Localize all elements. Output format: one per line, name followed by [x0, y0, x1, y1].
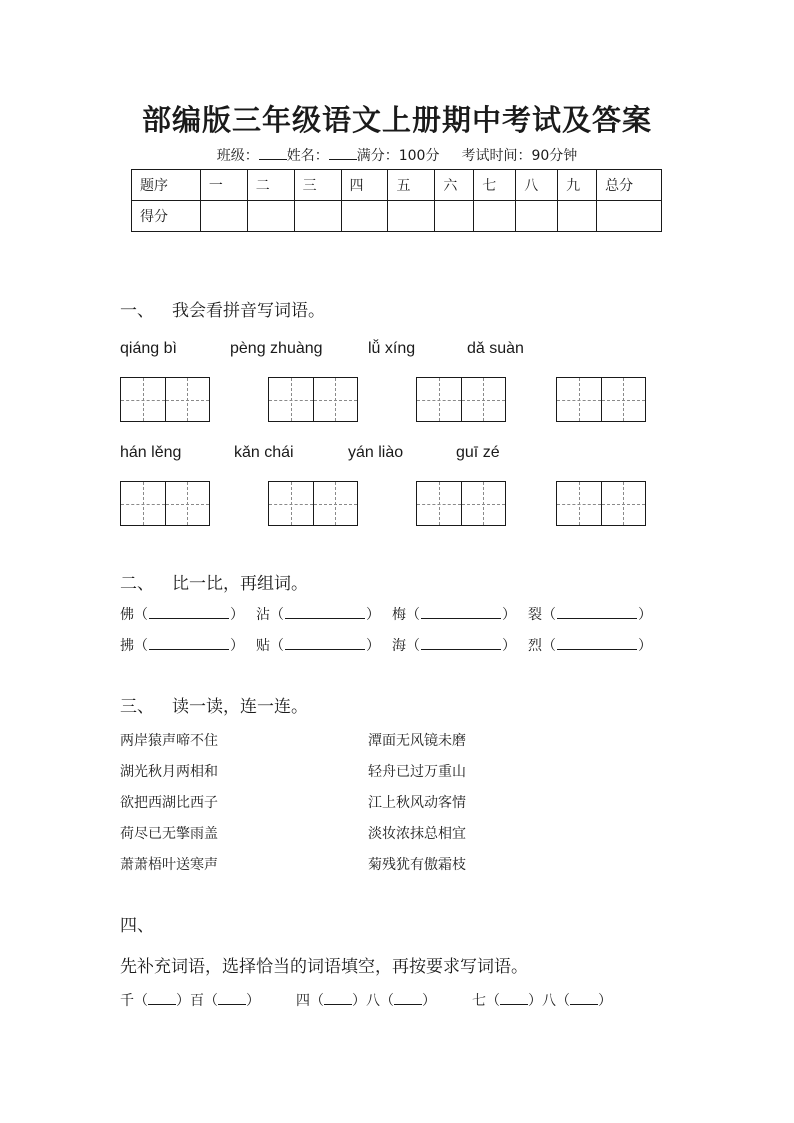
- pinyin-word: guī zé: [456, 444, 500, 461]
- poem-line-left[interactable]: 萧萧梧叶送寒声: [120, 857, 218, 873]
- score-header-row: [132, 170, 662, 201]
- writing-grid[interactable]: [416, 481, 506, 526]
- poem-line-right[interactable]: 轻舟已过万重山: [368, 764, 466, 780]
- score-cell[interactable]: [247, 201, 294, 232]
- score-cell[interactable]: [294, 201, 341, 232]
- pinyin-word: qiáng bì: [120, 340, 177, 357]
- answer-blank[interactable]: [421, 636, 501, 650]
- section-3-heading: [120, 692, 308, 717]
- section-title: 读一读，连一连。: [172, 697, 308, 717]
- pinyin-word: lǚ xíng: [368, 340, 416, 357]
- pinyin-word: kǎn chái: [234, 444, 294, 461]
- pinyin-word: hán lěng: [120, 444, 182, 461]
- page-title: 部编版三年级语文上册期中考试及答案: [141, 103, 652, 137]
- section-4-title: 先补充词语，选择恰当的词语填空，再按要求写词语。: [120, 957, 528, 977]
- compare-item: 梅（ ）: [392, 607, 516, 623]
- compare-item: 沾（ ）: [256, 607, 380, 623]
- answer-blank[interactable]: [285, 636, 365, 650]
- section-number: 二、: [120, 574, 154, 594]
- score-cell[interactable]: [341, 201, 388, 232]
- score-cell[interactable]: [516, 201, 558, 232]
- fill-phrase: 四（ ）八（ ）: [296, 993, 436, 1009]
- answer-blank[interactable]: [149, 636, 229, 650]
- score-cell[interactable]: [558, 201, 597, 232]
- poem-line-right[interactable]: 潭面无风镜未磨: [368, 733, 466, 749]
- compare-item: 裂（ ）: [528, 607, 652, 623]
- poem-line-left[interactable]: 荷尽已无擎雨盖: [120, 826, 218, 842]
- pinyin-word: yán liào: [348, 444, 404, 461]
- section-title: 我会看拼音写词语。: [172, 301, 325, 321]
- fill-phrase: 七（ ）八（ ）: [472, 993, 612, 1009]
- section-title: 比一比，再组词。: [172, 574, 308, 594]
- pinyin-word: pèng zhuàng: [230, 340, 323, 357]
- section-number: 一、: [120, 301, 154, 321]
- score-row-label: 得分: [132, 201, 201, 232]
- section-4-number: 四、: [120, 916, 154, 936]
- answer-blank[interactable]: [149, 605, 229, 619]
- section-2-heading: [120, 569, 308, 594]
- poem-line-left[interactable]: 两岸猿声啼不住: [120, 733, 218, 749]
- compare-item: 贴（ ）: [256, 638, 380, 654]
- writing-grid[interactable]: [556, 377, 646, 422]
- score-cell[interactable]: [388, 201, 435, 232]
- compare-item: 烈（ ）: [528, 638, 652, 654]
- compare-item: 佛（ ）: [120, 607, 244, 623]
- answer-blank[interactable]: [421, 605, 501, 619]
- exam-info: [0, 145, 794, 165]
- answer-blank[interactable]: [285, 605, 365, 619]
- answer-blank[interactable]: [394, 992, 422, 1005]
- pinyin-word: dǎ suàn: [467, 340, 524, 357]
- score-cell[interactable]: [200, 201, 247, 232]
- answer-blank[interactable]: [218, 992, 246, 1005]
- score-header-cell: 九: [558, 170, 597, 201]
- poem-line-left[interactable]: 湖光秋月两相和: [120, 764, 218, 780]
- score-header-cell: 七: [474, 170, 516, 201]
- section-number: 三、: [120, 697, 154, 717]
- score-header-cell: 六: [435, 170, 474, 201]
- score-header-cell: 三: [294, 170, 341, 201]
- score-header-cell: 二: [247, 170, 294, 201]
- class-blank[interactable]: [259, 147, 287, 160]
- score-header-cell: 五: [388, 170, 435, 201]
- writing-grid[interactable]: [268, 377, 358, 422]
- poem-line-right[interactable]: 菊残犹有傲霜枝: [368, 857, 466, 873]
- score-header-cell: 总分: [597, 170, 662, 201]
- compare-item: 拂（ ）: [120, 638, 244, 654]
- name-label: 姓名：: [286, 148, 329, 164]
- answer-blank[interactable]: [570, 992, 598, 1005]
- name-blank[interactable]: [329, 147, 357, 160]
- answer-blank[interactable]: [557, 636, 637, 650]
- score-table: [131, 169, 662, 232]
- full-score: 满分：100分: [356, 148, 440, 164]
- writing-grid[interactable]: [416, 377, 506, 422]
- poem-line-right[interactable]: 淡妆浓抹总相宜: [368, 826, 466, 842]
- answer-blank[interactable]: [324, 992, 352, 1005]
- writing-grid[interactable]: [120, 481, 210, 526]
- answer-blank[interactable]: [148, 992, 176, 1005]
- score-cell[interactable]: [597, 201, 662, 232]
- answer-blank[interactable]: [557, 605, 637, 619]
- score-header-cell: 题序: [132, 170, 201, 201]
- compare-item: 海（ ）: [392, 638, 516, 654]
- section-1-heading: [120, 296, 325, 321]
- writing-grid[interactable]: [556, 481, 646, 526]
- exam-time: 考试时间：90分钟: [461, 148, 578, 164]
- class-label: 班级：: [216, 148, 259, 164]
- score-header-cell: 八: [516, 170, 558, 201]
- score-header-cell: 一: [200, 170, 247, 201]
- writing-grid[interactable]: [120, 377, 210, 422]
- score-cell[interactable]: [435, 201, 474, 232]
- score-value-row: [132, 201, 662, 232]
- score-cell[interactable]: [474, 201, 516, 232]
- score-header-cell: 四: [341, 170, 388, 201]
- poem-line-right[interactable]: 江上秋风动客情: [368, 795, 466, 811]
- answer-blank[interactable]: [500, 992, 528, 1005]
- poem-line-left[interactable]: 欲把西湖比西子: [120, 795, 218, 811]
- fill-phrase: 千（ ）百（ ）: [120, 993, 260, 1009]
- writing-grid[interactable]: [268, 481, 358, 526]
